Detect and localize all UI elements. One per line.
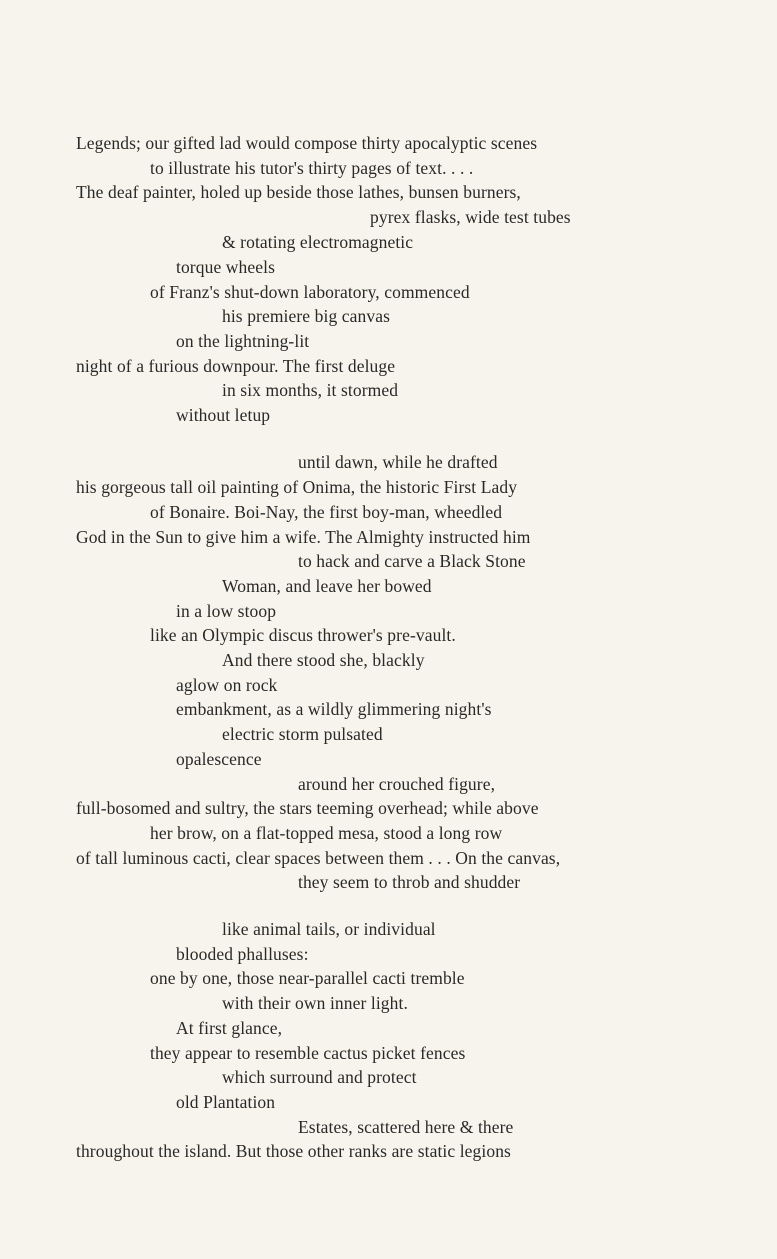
poem-line: they seem to throb and shudder xyxy=(298,872,521,892)
poem-line: old Plantation xyxy=(176,1092,276,1112)
poem-line: & rotating electromagnetic xyxy=(222,232,414,252)
poem-line: like an Olympic discus thrower's pre-vault. xyxy=(150,625,456,645)
poem-line: one by one, those near-parallel cacti tremble xyxy=(150,968,465,988)
poem-line: around her crouched figure, xyxy=(298,774,496,794)
poem-line: At first glance, xyxy=(176,1018,283,1038)
poem-line: of Franz's shut-down laboratory, commenced xyxy=(150,282,470,302)
poem-line: his gorgeous tall oil painting of Onima, the historic First Lady xyxy=(76,477,518,497)
poem-line: pyrex flasks, wide test tubes xyxy=(370,207,571,227)
poem-line: his premiere big canvas xyxy=(222,306,391,326)
poem-line: of Bonaire. Boi-Nay, the first boy-man, wheedled xyxy=(150,502,503,522)
poem-line: to illustrate his tutor's thirty pages of text. . . . xyxy=(150,158,474,178)
poem-line: embankment, as a wildly glimmering night's xyxy=(176,699,492,719)
poem-line: on the lightning-lit xyxy=(176,331,310,351)
poem-line: full-bosomed and sultry, the stars teeming overhead; while above xyxy=(76,798,539,818)
poem-line: Estates, scattered here & there xyxy=(298,1117,514,1137)
poem-line: God in the Sun to give him a wife. The Almighty instructed him xyxy=(76,527,531,547)
poem-line: like animal tails, or individual xyxy=(222,919,436,939)
poem-line: The deaf painter, holed up beside those lathes, bunsen burners, xyxy=(76,182,521,202)
poem-line: which surround and protect xyxy=(222,1067,417,1087)
poem-line: Woman, and leave her bowed xyxy=(222,576,432,596)
poem-line: night of a furious downpour. The first deluge xyxy=(76,356,396,376)
poem-line: throughout the island. But those other ranks are static legions xyxy=(76,1141,511,1161)
poem-line: without letup xyxy=(176,405,271,425)
poem-line: electric storm pulsated xyxy=(222,724,383,744)
poem-line: until dawn, while he drafted xyxy=(298,452,498,472)
poem-line: they appear to resemble cactus picket fences xyxy=(150,1043,466,1063)
poem-line: opalescence xyxy=(176,749,262,769)
poem-line: with their own inner light. xyxy=(222,993,408,1013)
poem-line: aglow on rock xyxy=(176,675,278,695)
poem-line: of tall luminous cacti, clear spaces between them . . . On the canvas, xyxy=(76,848,561,868)
poem-line: to hack and carve a Black Stone xyxy=(298,551,526,571)
poem-line: in six months, it stormed xyxy=(222,380,399,400)
poem-line: And there stood she, blackly xyxy=(222,650,425,670)
poem-line: in a low stoop xyxy=(176,601,277,621)
poem-line: Legends; our gifted lad would compose thirty apocalyptic scenes xyxy=(76,133,538,153)
poem-line: her brow, on a flat-topped mesa, stood a long row xyxy=(150,823,503,843)
poem-line: torque wheels xyxy=(176,257,275,277)
poem-line: blooded phalluses: xyxy=(176,944,309,964)
